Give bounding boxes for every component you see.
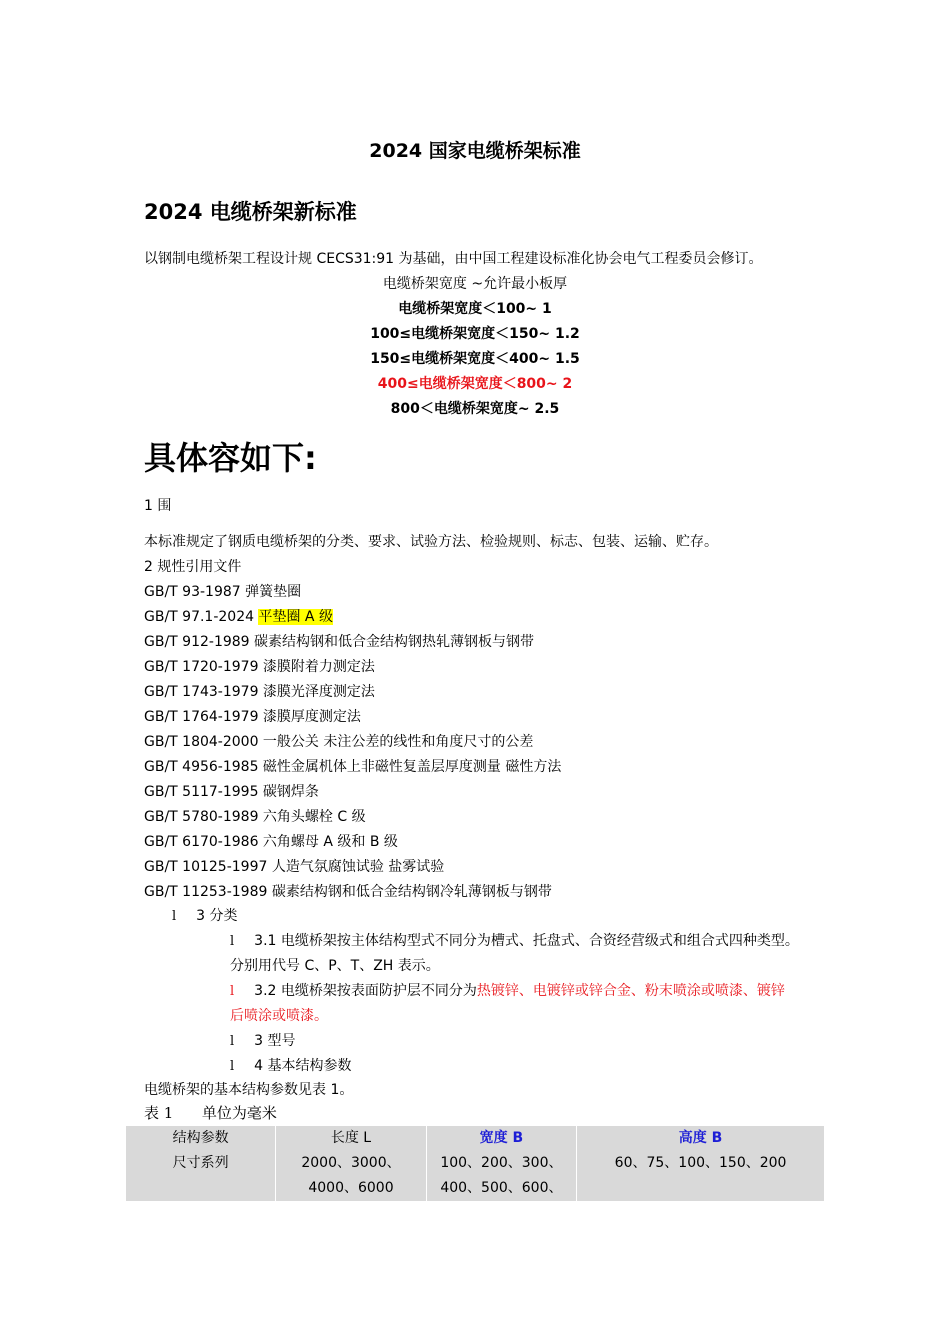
section-3-item	[172, 904, 238, 929]
bullet-icon: l	[172, 909, 177, 924]
reference-item: GB/T 10125-1997 人造气氛腐蚀试验 盐雾试验	[144, 859, 445, 875]
cell-line: 100、200、300、	[440, 1155, 563, 1171]
section-3-1-continued: 分别用代号 C、P、T、ZH 表示。	[230, 958, 440, 974]
section-heading: 2024 电缆桥架新标准	[144, 200, 357, 224]
reference-item: GB/T 1804-2000 一般公关 未注公差的线性和角度尺寸的公差	[144, 734, 534, 750]
table-reference: 电缆桥架的基本结构参数见表 1。	[144, 1082, 354, 1098]
reference-item: GB/T 5780-1989 六角头螺栓 C 级	[144, 809, 366, 825]
section-2-title: 2 规性引用文件	[144, 559, 242, 575]
cell-line: 4000、6000	[308, 1180, 394, 1196]
section-3-3-item	[230, 1029, 296, 1054]
reference-item: GB/T 1720-1979 漆膜附着力测定法	[144, 659, 375, 675]
section-3-2-item	[230, 979, 785, 1004]
reference-item: GB/T 5117-1995 碳钢焊条	[144, 784, 319, 800]
table-caption: 表 1 单位为毫米	[144, 1104, 277, 1122]
thickness-row: 150≤电缆桥架宽度＜400~ 1.5	[370, 351, 580, 367]
reference-item: GB/T 1743-1979 漆膜光泽度测定法	[144, 684, 375, 700]
thickness-row: 电缆桥架宽度＜100~ 1	[398, 301, 552, 317]
section-3-1-text: 3.1 电缆桥架按主体结构型式不同分为槽式、托盘式、合资经营级式和组合式四种类型。	[254, 933, 799, 949]
thickness-row-highlighted: 400≤电缆桥架宽度＜800~ 2	[377, 376, 573, 392]
content-heading: 具体容如下:	[144, 439, 317, 477]
bullet-icon: l	[230, 1059, 235, 1074]
bullet-icon: l	[230, 984, 235, 999]
section-3-2-highlight: 热镀锌、电镀锌或锌合金、粉末喷涂或喷漆、镀锌	[476, 983, 785, 999]
table-header-cell: 宽度 B	[426, 1126, 576, 1151]
bullet-icon: l	[230, 934, 235, 949]
table-cell	[426, 1151, 576, 1201]
reference-item: GB/T 1764-1979 漆膜厚度测定法	[144, 709, 361, 725]
section-3-2-text: 3.2 电缆桥架按表面防护层不同分为	[254, 983, 477, 999]
reference-item: GB/T 11253-1989 碳素结构钢和低合金结构钢冷轧薄钢板与钢带	[144, 884, 552, 900]
reference-item: GB/T 912-1989 碳素结构钢和低合金结构钢热轧薄钢板与钢带	[144, 634, 535, 650]
reference-code: GB/T 97.1-2024	[144, 609, 259, 625]
parameters-table	[126, 1126, 824, 1201]
table-row	[126, 1151, 824, 1201]
table-header-row	[126, 1126, 824, 1151]
section-3-4-title: 4 基本结构参数	[254, 1058, 352, 1074]
reference-item: GB/T 4956-1985 磁性金属机体上非磁性复盖层厚度测量 磁性方法	[144, 759, 562, 775]
reference-item: GB/T 6170-1986 六角螺母 A 级和 B 级	[144, 834, 398, 850]
table-header-cell: 结构参数	[126, 1126, 276, 1151]
document-title: 2024 国家电缆桥架标准	[369, 140, 581, 162]
cell-line: 400、500、600、	[440, 1180, 563, 1196]
thickness-row: 800＜电缆桥架宽度~ 2.5	[390, 401, 560, 417]
reference-item: GB/T 93-1987 弹簧垫圈	[144, 584, 302, 600]
table-cell: 60、75、100、150、200	[614, 1155, 787, 1171]
reference-item	[144, 605, 333, 630]
thickness-header: 电缆桥架宽度 ~允许最小板厚	[382, 276, 568, 292]
section-3-3-title: 3 型号	[254, 1033, 296, 1049]
section-1-text: 本标准规定了钢质电缆桥架的分类、要求、试验方法、检验规则、标志、包装、运输、贮存。	[144, 534, 718, 550]
section-3-4-item	[230, 1054, 352, 1079]
highlighted-text: 平垫圈 A 级	[258, 609, 333, 625]
section-3-title: 3 分类	[196, 908, 238, 924]
table-header-cell: 长度 L	[276, 1126, 426, 1151]
section-3-2-continued: 后喷涂或喷漆。	[230, 1008, 328, 1024]
bullet-icon: l	[230, 1034, 235, 1049]
section-1-title: 1 围	[144, 498, 172, 514]
table-cell	[276, 1151, 426, 1201]
table-cell: 尺寸系列	[126, 1151, 276, 1201]
cell-line: 2000、3000、	[301, 1155, 401, 1171]
thickness-row: 100≤电缆桥架宽度＜150~ 1.2	[370, 326, 580, 342]
intro-paragraph: 以钢制电缆桥架工程设计规 CECS31:91 为基础，由中国工程建设标准化协会电气工程委员会修订。	[144, 251, 763, 267]
section-3-1-item	[230, 929, 799, 954]
table-header-cell: 高度 B	[577, 1126, 824, 1151]
